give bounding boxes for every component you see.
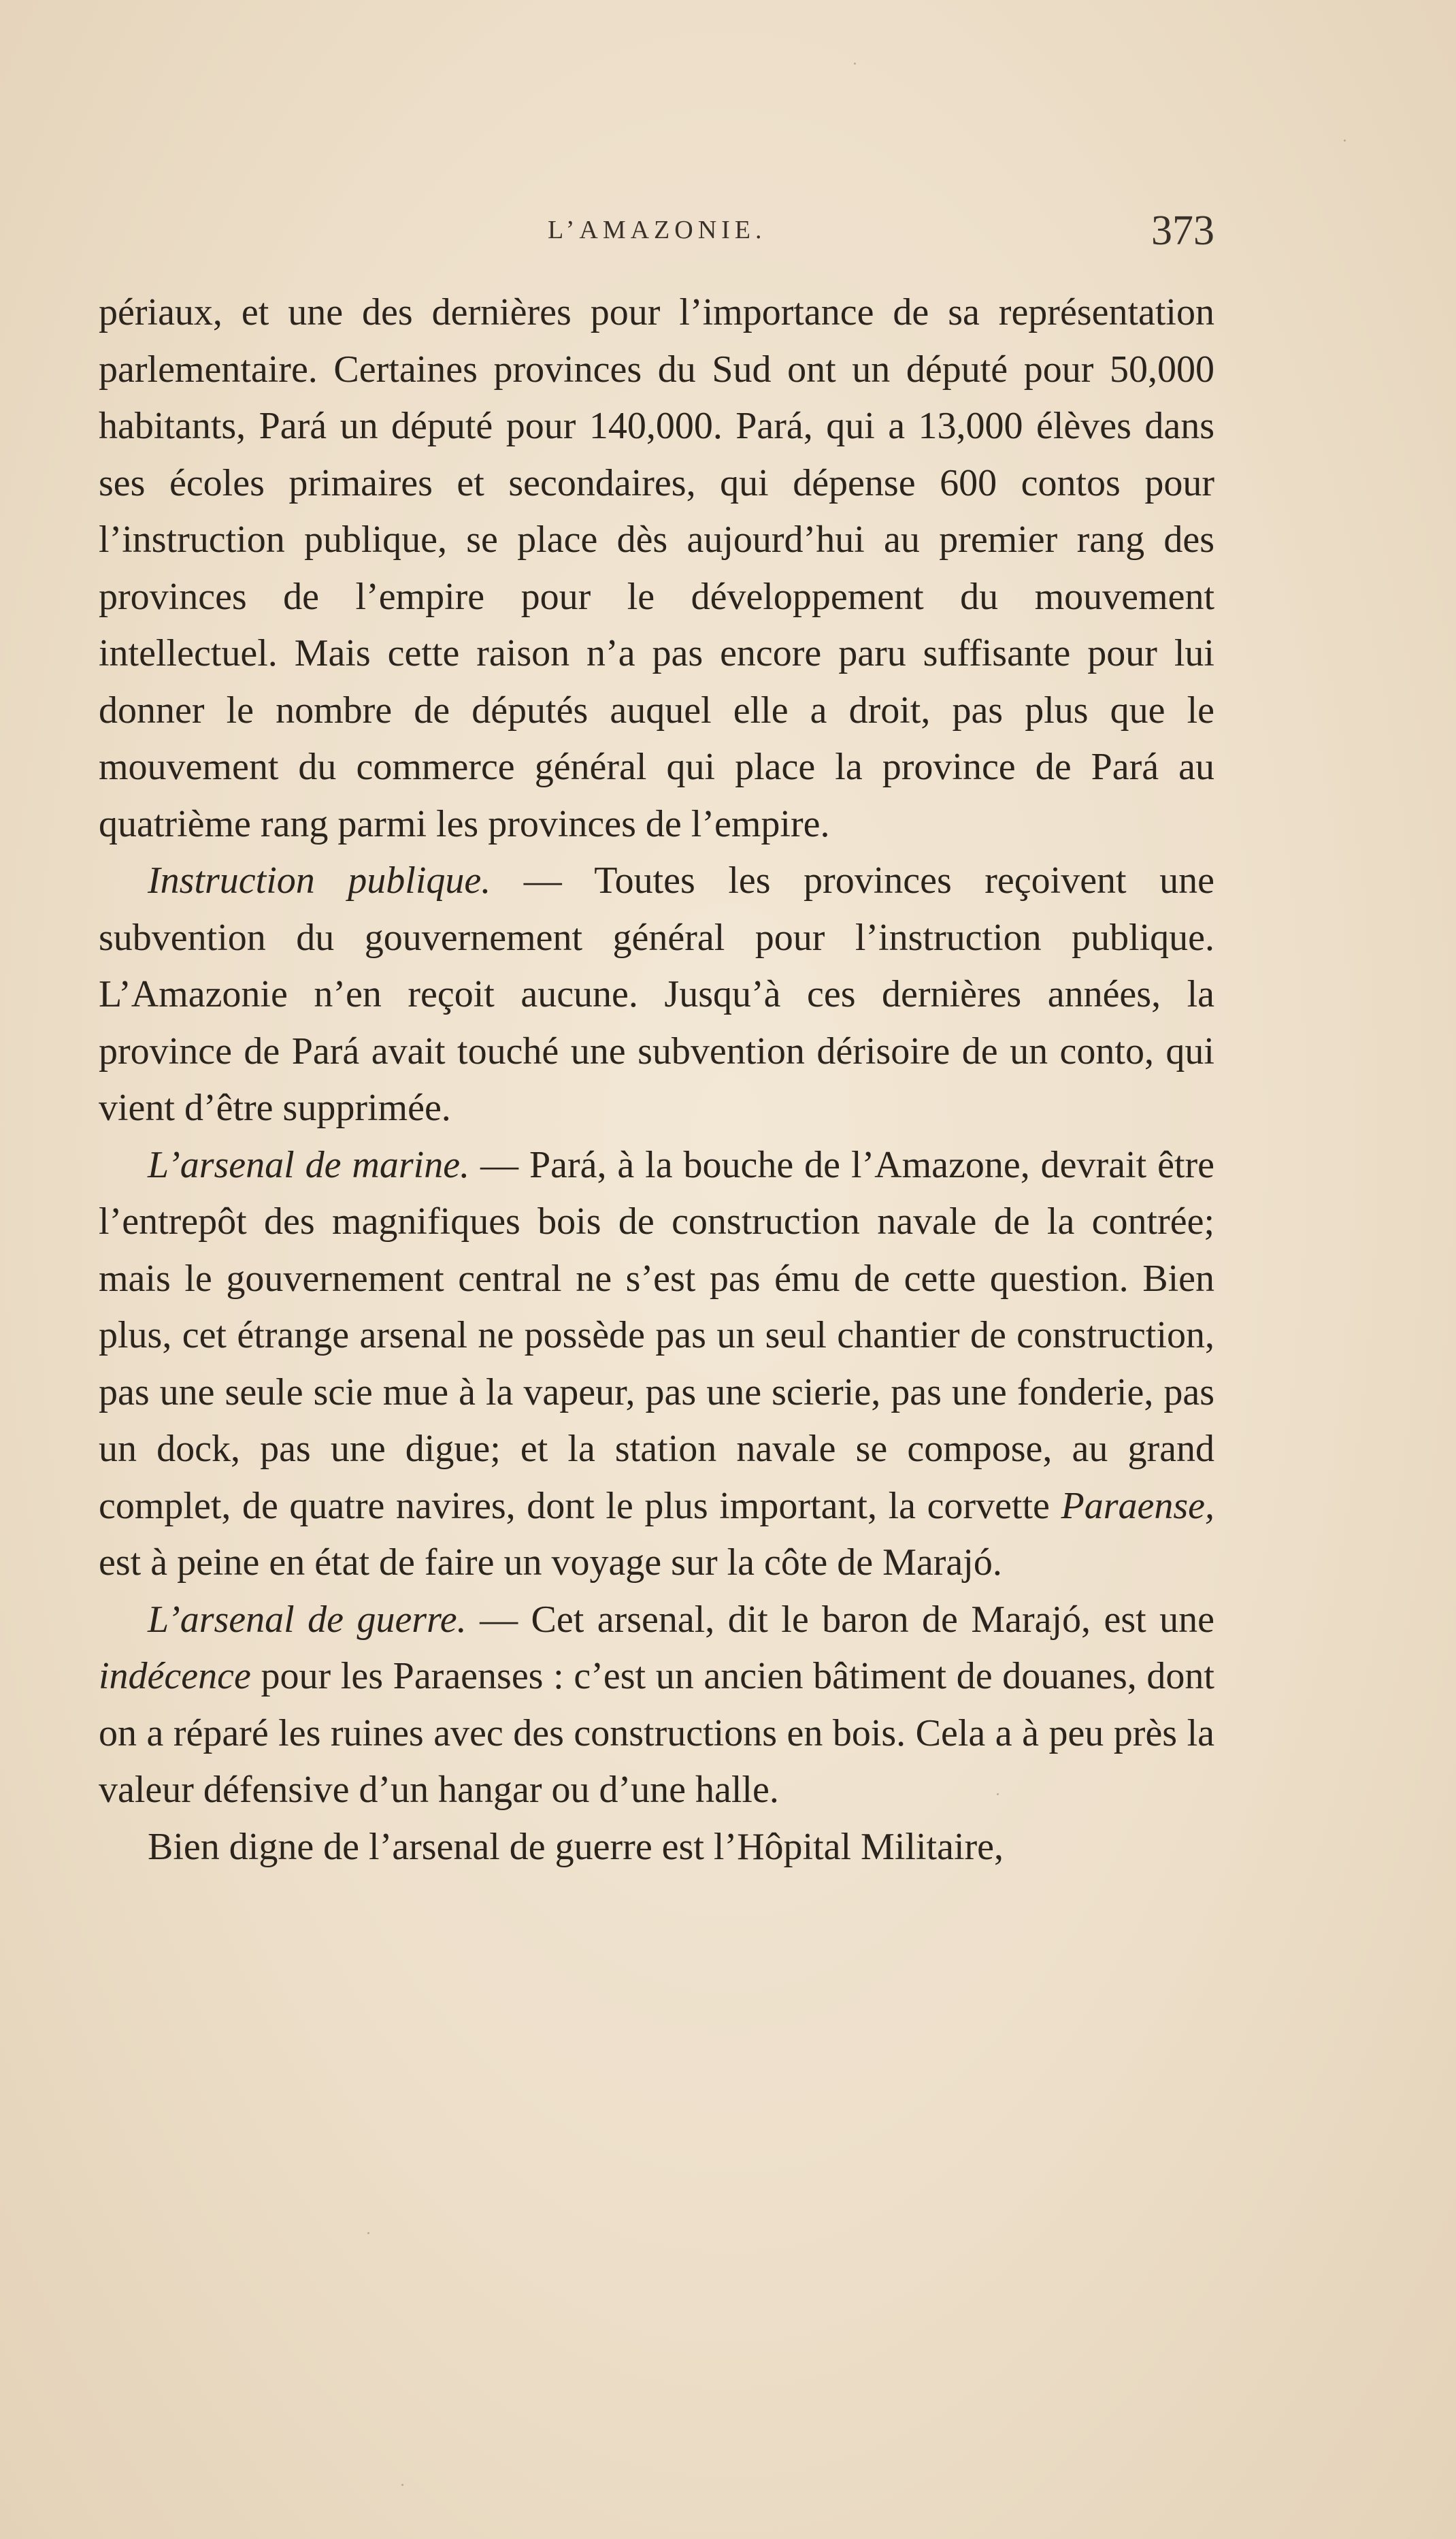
paper-speck xyxy=(401,2484,403,2486)
paragraph-continuation xyxy=(99,284,1214,853)
paper-speck xyxy=(854,63,856,65)
section-heading: L’arsenal de guerre. xyxy=(148,1598,467,1641)
emphasis-word: indécence xyxy=(99,1655,251,1697)
page-header xyxy=(99,210,1214,257)
paragraph-text: — Cet arsenal, dit le baron de Marajó, est une xyxy=(466,1598,1214,1641)
paragraph-text: périaux, et une des dernières pour l’importance de sa représentation parlementaire. Certaines provinces du Sud ont un député pour 50,000 habitants, Pará un député pour 140,000. Pará, qui a 13,000 élèves dans ses écoles primaires et secondaires, qui dépense 600 contos pour l’instruction publique, se place dès aujourd’hui au premier rang des provinces de l’empire pour le développement du mouvement intellectuel. Mais cette raison n’a pas encore paru suffisante pour lui donner le nombre de députés auquel elle a droit, pas plus que le mouvement du commerce général qui place la province de Pará au quatrième rang parmi les provinces de l’empire. xyxy=(99,291,1214,845)
paper-speck xyxy=(1344,140,1346,142)
section-heading: Instruction publique. xyxy=(148,859,491,902)
ship-name: Paraense, xyxy=(1061,1484,1214,1527)
body-text xyxy=(99,284,1214,1875)
paragraph-hopital-militaire xyxy=(99,1819,1214,1876)
page-number: 373 xyxy=(1151,208,1214,254)
paragraph-arsenal-de-marine xyxy=(99,1137,1214,1592)
section-heading: L’arsenal de marine. xyxy=(148,1143,470,1186)
paper-speck xyxy=(997,1793,999,1795)
paragraph-text: — Pará, à la bouche de l’Amazone, devrait être l’entrepôt des magnifiques bois de construction navale de la contrée; mais le gouvernement central ne s’est pas ému de cette question. Bien plus, cet étrange arsenal ne possède pas un seul chantier de construction, pas une seule scie mue à la vapeur, pas une scierie, pas une fonderie, pas un dock, pas une digue; et la station navale se compose, au grand complet, de quatre navires, dont le plus important, la corvette xyxy=(99,1143,1215,1527)
paragraph-text: pour les Paraenses : c’est un ancien bâtiment de douanes, dont on a réparé les ruines avec des constructions en bois. Cela a à peu près la valeur défensive d’un hangar ou d’une halle. xyxy=(99,1655,1214,1811)
paragraph-text: — Toutes les provinces reçoivent une subvention du gouvernement général pour l’instruction publique. L’Amazonie n’en reçoit aucune. Jusqu’à ces dernières années, la province de Pará avait touché une subvention dérisoire de un conto, qui vient d’être supprimée. xyxy=(99,859,1214,1129)
paragraph-instruction-publique xyxy=(99,853,1214,1137)
paragraph-arsenal-de-guerre xyxy=(99,1592,1214,1819)
paragraph-text: est à peine en état de faire un voyage sur la côte de Marajó. xyxy=(99,1541,1002,1584)
paragraph-text: Bien digne de l’arsenal de guerre est l’Hôpital Militaire, xyxy=(148,1825,1004,1868)
paper-speck xyxy=(367,2232,369,2234)
running-head: L’AMAZONIE. xyxy=(548,216,767,244)
